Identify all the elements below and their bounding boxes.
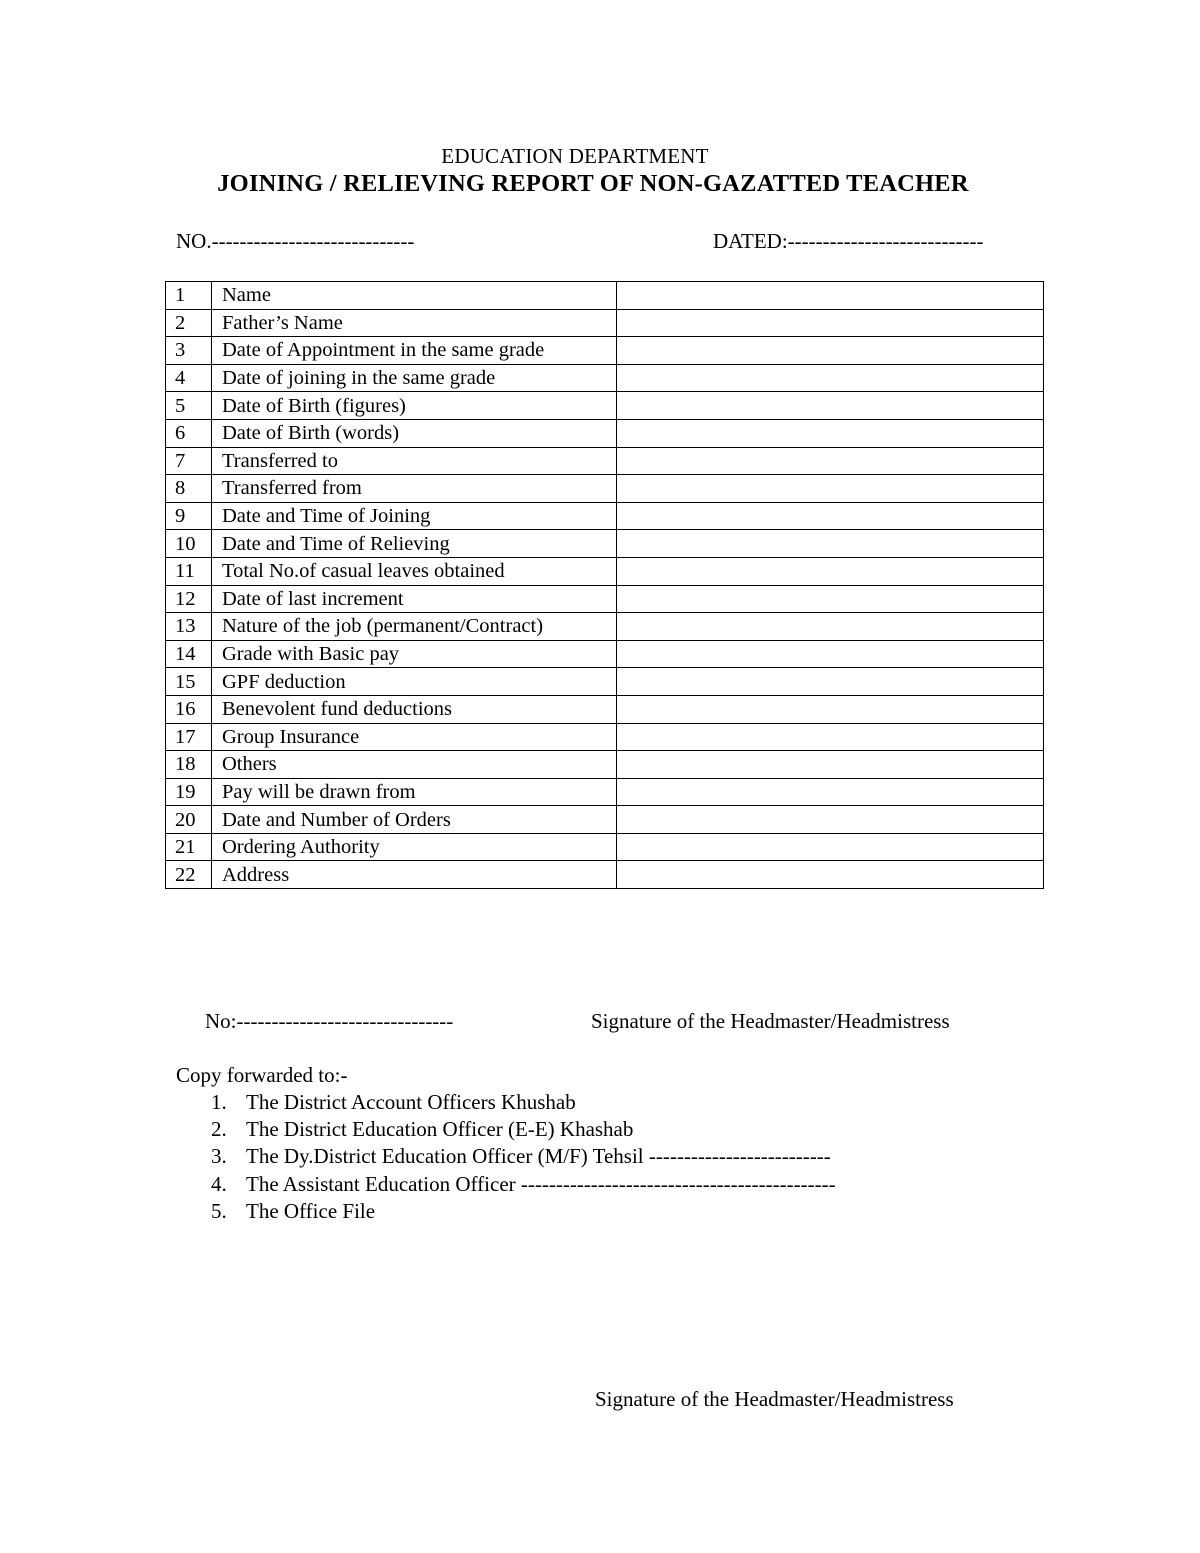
- copy-forwarded-heading: Copy forwarded to:-: [176, 1063, 348, 1087]
- row-value-field[interactable]: [617, 309, 1044, 337]
- table-row: [166, 806, 1044, 834]
- row-value-field[interactable]: [617, 364, 1044, 392]
- row-label: Father’s Name: [212, 309, 617, 337]
- row-label: Date of Birth (figures): [212, 392, 617, 420]
- list-item: [211, 1171, 836, 1198]
- table-row: [166, 419, 1044, 447]
- row-number: 1: [166, 282, 212, 310]
- row-value-field[interactable]: [617, 861, 1044, 889]
- table-row: [166, 282, 1044, 310]
- row-value-field[interactable]: [617, 806, 1044, 834]
- row-number: 12: [166, 585, 212, 613]
- row-label: Transferred from: [212, 475, 617, 503]
- reference-dated: DATED:----------------------------: [713, 229, 984, 253]
- table-row: [166, 502, 1044, 530]
- table-row: [166, 309, 1044, 337]
- list-item-index: 4.: [211, 1171, 227, 1196]
- row-value-field[interactable]: [617, 557, 1044, 585]
- table-row: [166, 613, 1044, 641]
- report-title: JOINING / RELIEVING REPORT OF NON-GAZATTED TEACHER: [217, 170, 969, 197]
- row-number: 22: [166, 861, 212, 889]
- row-value-field[interactable]: [617, 833, 1044, 861]
- row-value-field[interactable]: [617, 419, 1044, 447]
- reference-number: NO.-----------------------------: [176, 229, 415, 253]
- row-number: 4: [166, 364, 212, 392]
- table-row: [166, 585, 1044, 613]
- row-label: GPF deduction: [212, 668, 617, 696]
- table-row: [166, 530, 1044, 558]
- row-number: 7: [166, 447, 212, 475]
- row-label: Nature of the job (permanent/Contract): [212, 613, 617, 641]
- row-value-field[interactable]: [617, 751, 1044, 779]
- list-item-index: 3.: [211, 1144, 227, 1169]
- row-number: 11: [166, 557, 212, 585]
- report-form-table: [165, 281, 1044, 889]
- row-number: 18: [166, 751, 212, 779]
- list-item-text: The Assistant Education Officer ---------------------------------------------: [246, 1171, 836, 1196]
- row-value-field[interactable]: [617, 695, 1044, 723]
- row-number: 3: [166, 337, 212, 365]
- row-label: Others: [212, 751, 617, 779]
- row-label: Address: [212, 861, 617, 889]
- row-label: Benevolent fund deductions: [212, 695, 617, 723]
- department-heading: EDUCATION DEPARTMENT: [441, 144, 709, 168]
- list-item-text: The District Education Officer (E-E) Khashab: [246, 1117, 634, 1142]
- row-value-field[interactable]: [617, 475, 1044, 503]
- table-row: [166, 640, 1044, 668]
- signature-number: No:-------------------------------: [205, 1009, 454, 1033]
- row-value-field[interactable]: [617, 447, 1044, 475]
- table-row: [166, 695, 1044, 723]
- row-number: 6: [166, 419, 212, 447]
- table-row: [166, 861, 1044, 889]
- row-value-field[interactable]: [617, 613, 1044, 641]
- row-label: Date of Appointment in the same grade: [212, 337, 617, 365]
- row-label: Pay will be drawn from: [212, 778, 617, 806]
- row-number: 17: [166, 723, 212, 751]
- row-number: 20: [166, 806, 212, 834]
- list-item-index: 1.: [211, 1090, 227, 1114]
- row-value-field[interactable]: [617, 282, 1044, 310]
- list-item-index: 5.: [211, 1198, 227, 1223]
- headmaster-signature-label: Signature of the Headmaster/Headmistress: [591, 1009, 950, 1033]
- table-row: [166, 392, 1044, 420]
- row-value-field[interactable]: [617, 530, 1044, 558]
- table-row: [166, 364, 1044, 392]
- row-value-field[interactable]: [617, 640, 1044, 668]
- row-label: Date of last increment: [212, 585, 617, 613]
- table-row: [166, 668, 1044, 696]
- list-item: [211, 1116, 836, 1143]
- table-row: [166, 833, 1044, 861]
- list-item: [211, 1143, 836, 1170]
- list-item-text: The District Account Officers Khushab: [246, 1090, 576, 1114]
- row-label: Date and Number of Orders: [212, 806, 617, 834]
- row-number: 10: [166, 530, 212, 558]
- row-number: 9: [166, 502, 212, 530]
- row-number: 14: [166, 640, 212, 668]
- row-label: Name: [212, 282, 617, 310]
- row-number: 21: [166, 833, 212, 861]
- row-value-field[interactable]: [617, 585, 1044, 613]
- list-item: [211, 1089, 836, 1116]
- table-row: [166, 447, 1044, 475]
- row-number: 19: [166, 778, 212, 806]
- row-number: 2: [166, 309, 212, 337]
- row-value-field[interactable]: [617, 392, 1044, 420]
- table-row: [166, 475, 1044, 503]
- row-number: 8: [166, 475, 212, 503]
- table-row: [166, 751, 1044, 779]
- footer-signature-label: Signature of the Headmaster/Headmistress: [595, 1387, 954, 1411]
- row-label: Total No.of casual leaves obtained: [212, 557, 617, 585]
- row-label: Date and Time of Relieving: [212, 530, 617, 558]
- table-row: [166, 778, 1044, 806]
- row-value-field[interactable]: [617, 337, 1044, 365]
- row-value-field[interactable]: [617, 668, 1044, 696]
- row-value-field[interactable]: [617, 723, 1044, 751]
- row-label: Date and Time of Joining: [212, 502, 617, 530]
- row-number: 13: [166, 613, 212, 641]
- table-row: [166, 337, 1044, 365]
- list-item: [211, 1198, 836, 1225]
- row-number: 15: [166, 668, 212, 696]
- report-form-body: [166, 282, 1044, 889]
- list-item-index: 2.: [211, 1117, 227, 1142]
- row-value-field[interactable]: [617, 778, 1044, 806]
- copy-forwarded-list: [211, 1089, 836, 1225]
- row-label: Date of Birth (words): [212, 419, 617, 447]
- row-label: Date of joining in the same grade: [212, 364, 617, 392]
- row-label: Group Insurance: [212, 723, 617, 751]
- list-item-text: The Office File: [246, 1198, 376, 1223]
- row-label: Ordering Authority: [212, 833, 617, 861]
- row-value-field[interactable]: [617, 502, 1044, 530]
- row-label: Transferred to: [212, 447, 617, 475]
- row-number: 5: [166, 392, 212, 420]
- row-label: Grade with Basic pay: [212, 640, 617, 668]
- table-row: [166, 557, 1044, 585]
- table-row: [166, 723, 1044, 751]
- list-item-text: The Dy.District Education Officer (M/F) Tehsil --------------------------: [246, 1144, 831, 1169]
- row-number: 16: [166, 695, 212, 723]
